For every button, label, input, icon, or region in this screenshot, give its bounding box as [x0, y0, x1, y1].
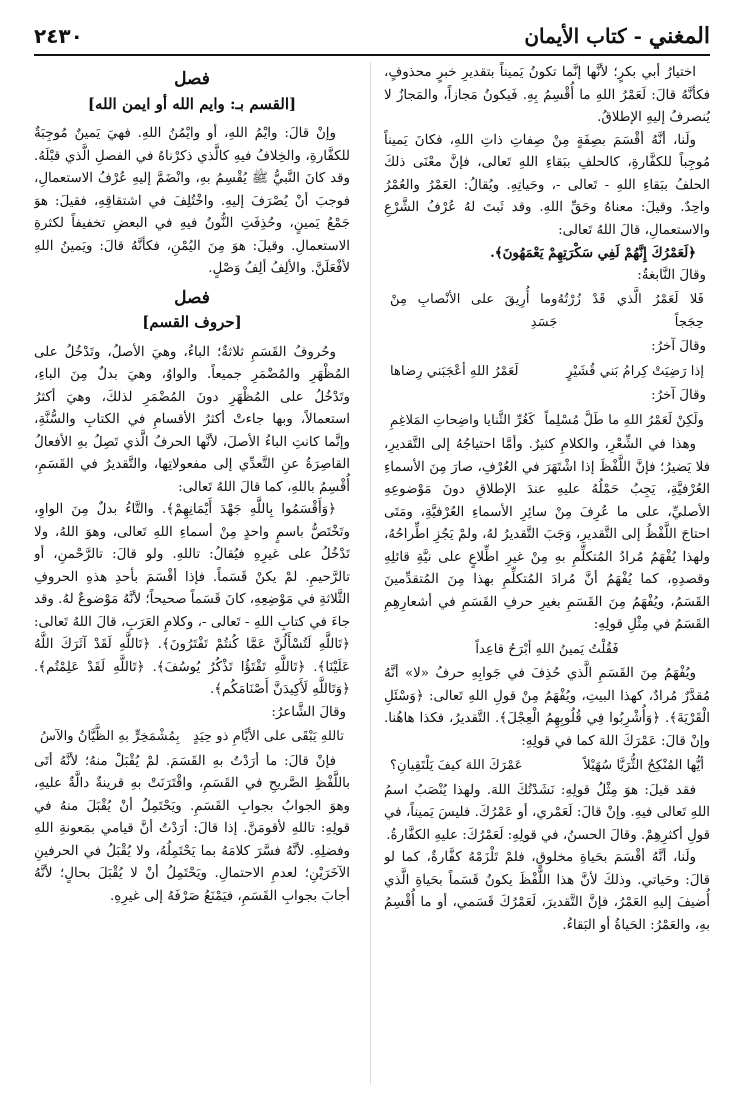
- right-column: [384, 62, 710, 1085]
- hemistich-first: فَلا لَعَمْرُ الَّذي قَدْ زُرْتُهُ حِجَجاً: [557, 292, 704, 330]
- section-title: فصل: [174, 287, 210, 308]
- poet-label: وقالَ آخرُ:: [651, 339, 706, 354]
- section-subtitle: [حروف القسم]: [142, 313, 242, 331]
- hemistich-second: لَعَمْرُ اللهِ أعْجَبَني رِضاها: [390, 363, 519, 379]
- page-header: [34, 18, 710, 56]
- column-divider: [370, 62, 371, 1085]
- poet-label: وقالَ النَّابغةُ:: [637, 267, 706, 283]
- poetry-line: [390, 639, 704, 662]
- poetry-line: [390, 361, 704, 384]
- section-title: فصل: [174, 69, 210, 89]
- poetry-line: [40, 726, 344, 749]
- hemistich-second: وما أُرِيقَ على الأنْصابِ مِنْ جَسَدِ: [390, 292, 558, 330]
- running-title: [524, 23, 710, 49]
- quran-verse: ﴿لَعَمْرُكَ إِنَّهُمْ لَفِي سَكْرَتِهِمْ يَعْمَهُونَ﴾.: [490, 245, 696, 261]
- paragraph: وإنْ قالَ: وايْمُ اللهِ، أو وايْمُنُ اللهِ. فهيَ يَمينٌ مُوجِبَةٌ للكفَّارةِ، والخِلافُ فيهِ كالَّذي ذكرْناهُ في الفصلِ الَّذي قبْلَهُ. وقد كانَ النَّبيُّ ﷺ يُقْسِمُ بهِ، وانْضَمَّ إليهِ عُرْفُ الاستعمالِ، فوجبَ أنْ يُصْرَفَ إليهِ. واخْتُلِفَ في اشتقاقِهِ، فقيلَ: هوَ جَمْعُ يَمينٍ، وحُذِفَتِ النُّونُ فيهِ في البعضِ تخفيفاً لكثرةِ الاستعمالِ. وقيلَ: هوَ مِنَ اليُمْنِ، فكأنَّهُ قالَ: ويَمينُ اللهِ لأفْعَلَنَّ. والألِفُ ألِفُ وَصْلٍ.: [34, 126, 350, 276]
- poetry-line: [390, 755, 704, 778]
- poetry-line: [390, 410, 704, 433]
- paragraph: فقد قيلَ: هوَ مِثْلُ قولِهِ: نَشَدْتُكَ اللهَ. ولهذا يُنْصَبُ اسمُ اللهِ تَعالى فيهِ. وإنْ قالَ: لَعَمْري، أو عَمْرُكَ. فليسَ يَميناً، في قولِ أكثرِهِمْ. وقالَ الحسنُ، في قولِهِ: لَعَمْرُكَ: عليهِ الكفَّارةُ.: [384, 782, 710, 843]
- hemistich-single: فَقُلْتُ يَمينُ اللهِ أبْرَحُ قاعِداً: [475, 641, 619, 657]
- hemistich-first: إذا رَضِيَتْ كِرامُ بَني قُشَيْرٍ: [566, 363, 704, 379]
- paragraph: ولَنا، أنَّهُ أقْسَمَ بحَياةِ مخلوقٍ، فلمْ تَلْزَمْهُ كفَّارةٌ، كما لو قالَ: وحَياتي. وذلكَ لأنَّ هذا اللَّفْظَ يكونُ قَسَماً بحَياةِ الَّذي أُضيفَ إليهِ العَمْرُ، فإنَّ التَّقديرَ، لَعَمْرُكَ قَسَمي، أو ما أُقْسِمُ بهِ، والعَمْرُ: الحَياةُ أو البَقاءُ.: [384, 850, 710, 933]
- paragraph: وهذا في الشِّعْرِ، والكلامِ كثيرٌ. وأمَّا احتياجُهُ إلى التَّقديرِ، فلا يَضيرُ؛ فإنَّ اللَّفْظَ إذا اشْتَهَرَ في العُرْفِ، صارَ مِنَ الأسماءِ العُرْفيَّةِ، يَجِبُ حَمْلُهُ عليهِ عندَ الإطلاقِ دونَ مَوْضوعِهِ الأصليِّ، على ما عُرِفَ مِنْ سائِرِ الأسماءِ العُرْفيَّةِ، ومَتَى احتاجَ اللَّفْظُ إلى التَّقديرِ، وَجَبَ التَّقديرُ لهُ، ولمْ يَجُزِ اطِّراحُهُ، ولهذا يُفْهَمُ مُرادُ المُتكلِّمِ بهِ مِنْ غيرِ اطِّلاعٍ على نيَّةِ قائلِهِ وقصدِهِ، كما يُفْهَمُ أنَّ مُرادَ المُتكلِّمِ بهذا مِنَ المُتقدِّمينَ القَسَمُ، ويُفْهَمُ مِنَ القَسَمِ بغيرِ حرفِ القَسَمِ في أشعارِهِمِ القَسَمُ في مِثْلِ قولِهِ:: [384, 437, 710, 632]
- hemistich-first: أيُّها المُنْكِحُ الثُّرَيَّا سُهَيْلاً: [583, 758, 704, 773]
- paragraph: فإنْ قالَ: ما أرَدْتُ بهِ القَسَمَ. لمْ يُقْبَلْ منهُ؛ لأنَّهُ أتَى باللَّفْظِ الصَّريحِ في القَسَمِ، واقْتَرَنَتْ بهِ قرينةٌ دالَّةٌ عليهِ، وهوَ الجوابُ بجوابِ القَسَمِ. ويَحْتَمِلُ أنْ يُقْبَلَ منهُ في قولِهِ: تاللهِ لأقومَنَّ. إذا قالَ: أرَدْتُ أنَّ قيامي بمَعونةِ اللهِ وفضلِهِ. لأنَّهُ فسَّرَ كلامَهُ بما يَحْتَمِلُهُ، ولا يُقْبَلُ في الحرفينِ الآخَرَيْنِ؛ لعدمِ الاحتمالِ. ويَحْتَمِلُ أنْ لا يُقْبَلَ بحالٍ؛ لأنَّهُ أجابَ بجوابِ القَسَمِ، فيَمْنَعُ صَرْفَهُ إلى غيرِهِ.: [34, 753, 350, 904]
- poet-label: وقالَ الشَّاعرُ:: [271, 704, 346, 720]
- paragraph: ويُفْهَمُ مِنَ القَسَمِ الَّذي حُذِفَ في جَوابِهِ حرفُ «لا» أنَّهُ مُقدَّرٌ مُرادٌ، كهذا البيتِ، ويُفْهَمُ مِنْ قولِ اللهِ تَعالى: ﴿وَسْئَلِ الْقَرْيَةَ﴾. ﴿وَأُشْرِبُوا فِي قُلُوبِهِمُ الْعِجْلَ﴾. التَّقديرُ، فكذا هاهُنا. وإنْ قالَ: عَمْرَكَ اللهَ كما في قولِهِ:: [384, 666, 710, 749]
- page-number: ٢٤٣٠: [34, 24, 83, 48]
- poet-label: وقالَ آخرُ:: [651, 388, 706, 403]
- hemistich-first: ولَكِنْ لَعَمْرُ اللهِ ما طَلَّ مُسْلِماً: [544, 412, 704, 428]
- section-subtitle: [القسم بـ: وايم الله أو ايمن الله]: [87, 94, 297, 113]
- book-title: المغني: [648, 23, 710, 49]
- left-column: [34, 62, 350, 1085]
- hemistich-second: بِمُشْمَخِرٍّ بهِ الظَّيَّانُ والآسُ: [40, 729, 180, 744]
- chapter-title: كتاب الأيمان: [524, 24, 627, 48]
- hemistich-second: كَغُرِّ الثَّنايا واضِحاتِ المَلاغِمِ: [390, 412, 535, 428]
- paragraph: اختيارُ أبي بكرٍ؛ لأنَّها إنَّما تكونُ يَميناً بتقديرِ خبرٍ محذوفٍ، فكأنَّهُ قالَ: لَعَمْرُ اللهِ ما أُقْسِمُ بِهِ. فَيكونُ مَجازاً، والمَجازُ لا يُنصرفُ إليهِ الإطلاقُ.: [384, 65, 710, 125]
- paragraph: وحُروفُ القَسَمِ ثلاثةٌ؛ الباءُ، وهيَ الأصلُ، وتَدْخُلُ على المُظْهَرِ والمُضْمَرِ جميعاً. والواوُ، وهيَ بدلٌ مِنَ الباءِ، وتَدْخُلُ على المُظْهَرِ دونَ المُضْمَرِ لذلكَ، وهيَ أكثرُ استعمالاً، وبها جاءتْ أكثرُ الأقسامِ في الكتابِ والسُّنَّةِ، وإنَّما كانتِ الباءُ الأصلَ، لأنَّها الحرفُ الَّذي تَصِلُ بهِ الأفعالُ القاصِرَةُ عنِ التَّعدِّي إلى مفعولاتِها، والتَّقديرُ في القَسَمِ، أُقْسِمُ باللهِ، كما قالَ اللهُ تَعالى:: [34, 344, 350, 495]
- title-separator: -: [626, 24, 649, 48]
- paragraph: ﴿وَأَقْسَمُوا بِاللَّهِ جَهْدَ أَيْمَانِهِمْ﴾. والتَّاءُ بدلٌ مِنَ الواوِ، وتَخْتَصُّ باسمٍ واحدٍ مِنْ أسماءِ اللهِ تَعالى، وهوَ اللهُ، ولا تَدْخُلُ على غيرِهِ فيُقالُ: تاللهِ. ولو قالَ: تالرَّحْمنِ، أو تالرَّحيمِ. لمْ يكنْ قَسَماً. فإذا أقْسَمَ بأحدِ هذهِ الحروفِ الثَّلاثةِ في مَوْضِعِهِ، كانَ قَسَماً صحيحاً؛ لأنَّهُ مَوْضوعٌ لهُ. وقد جاءَ في كتابِ اللهِ - تَعالى -، وكلامِ العَرَبِ، قالَ اللهُ تَعالى: ﴿تَاللَّهِ لَتُسْأَلُنَّ عَمَّا كُنتُمْ تَفْتَرُونَ﴾. ﴿تَاللَّهِ لَقَدْ آثَرَكَ اللَّهُ عَلَيْنَا﴾. ﴿تَاللَّهِ تَفْتَؤُا تَذْكُرُ يُوسُفَ﴾. ﴿تَاللَّهِ لَقَدْ عَلِمْتُم﴾. ﴿وَتَاللَّهِ لَأَكِيدَنَّ أَصْنَامَكُم﴾.: [34, 502, 350, 697]
- paragraph: ولَنا، أنَّهُ أقْسَمَ بصِفَةٍ مِنْ صِفاتِ ذاتِ اللهِ، فكانَ يَميناً مُوجِباً للكفَّارةِ، كالحلفِ ببَقاءِ اللهِ تَعالى، فإنَّ معْنَى ذلكَ الحلفُ ببَقاءِ اللهِ - تَعالى -، وحَياتِهِ. ويُقالُ: العَمْرُ والعُمْرُ واحِدٌ. وقيلَ: معناهُ وحَقِّ اللهِ. وقد ثَبتَ لهُ عُرْفُ الشَّرْعِ والاستعمالِ، قالَ اللهُ تَعالى:: [384, 132, 710, 238]
- poetry-line: [390, 289, 704, 334]
- hemistich-first: تاللهِ يَبْقَى على الأيَّامِ ذو حِيَدٍ: [193, 729, 344, 744]
- hemistich-second: عَمْرَكَ اللهَ كيفَ يَلْتَقِيانِ؟: [390, 758, 523, 773]
